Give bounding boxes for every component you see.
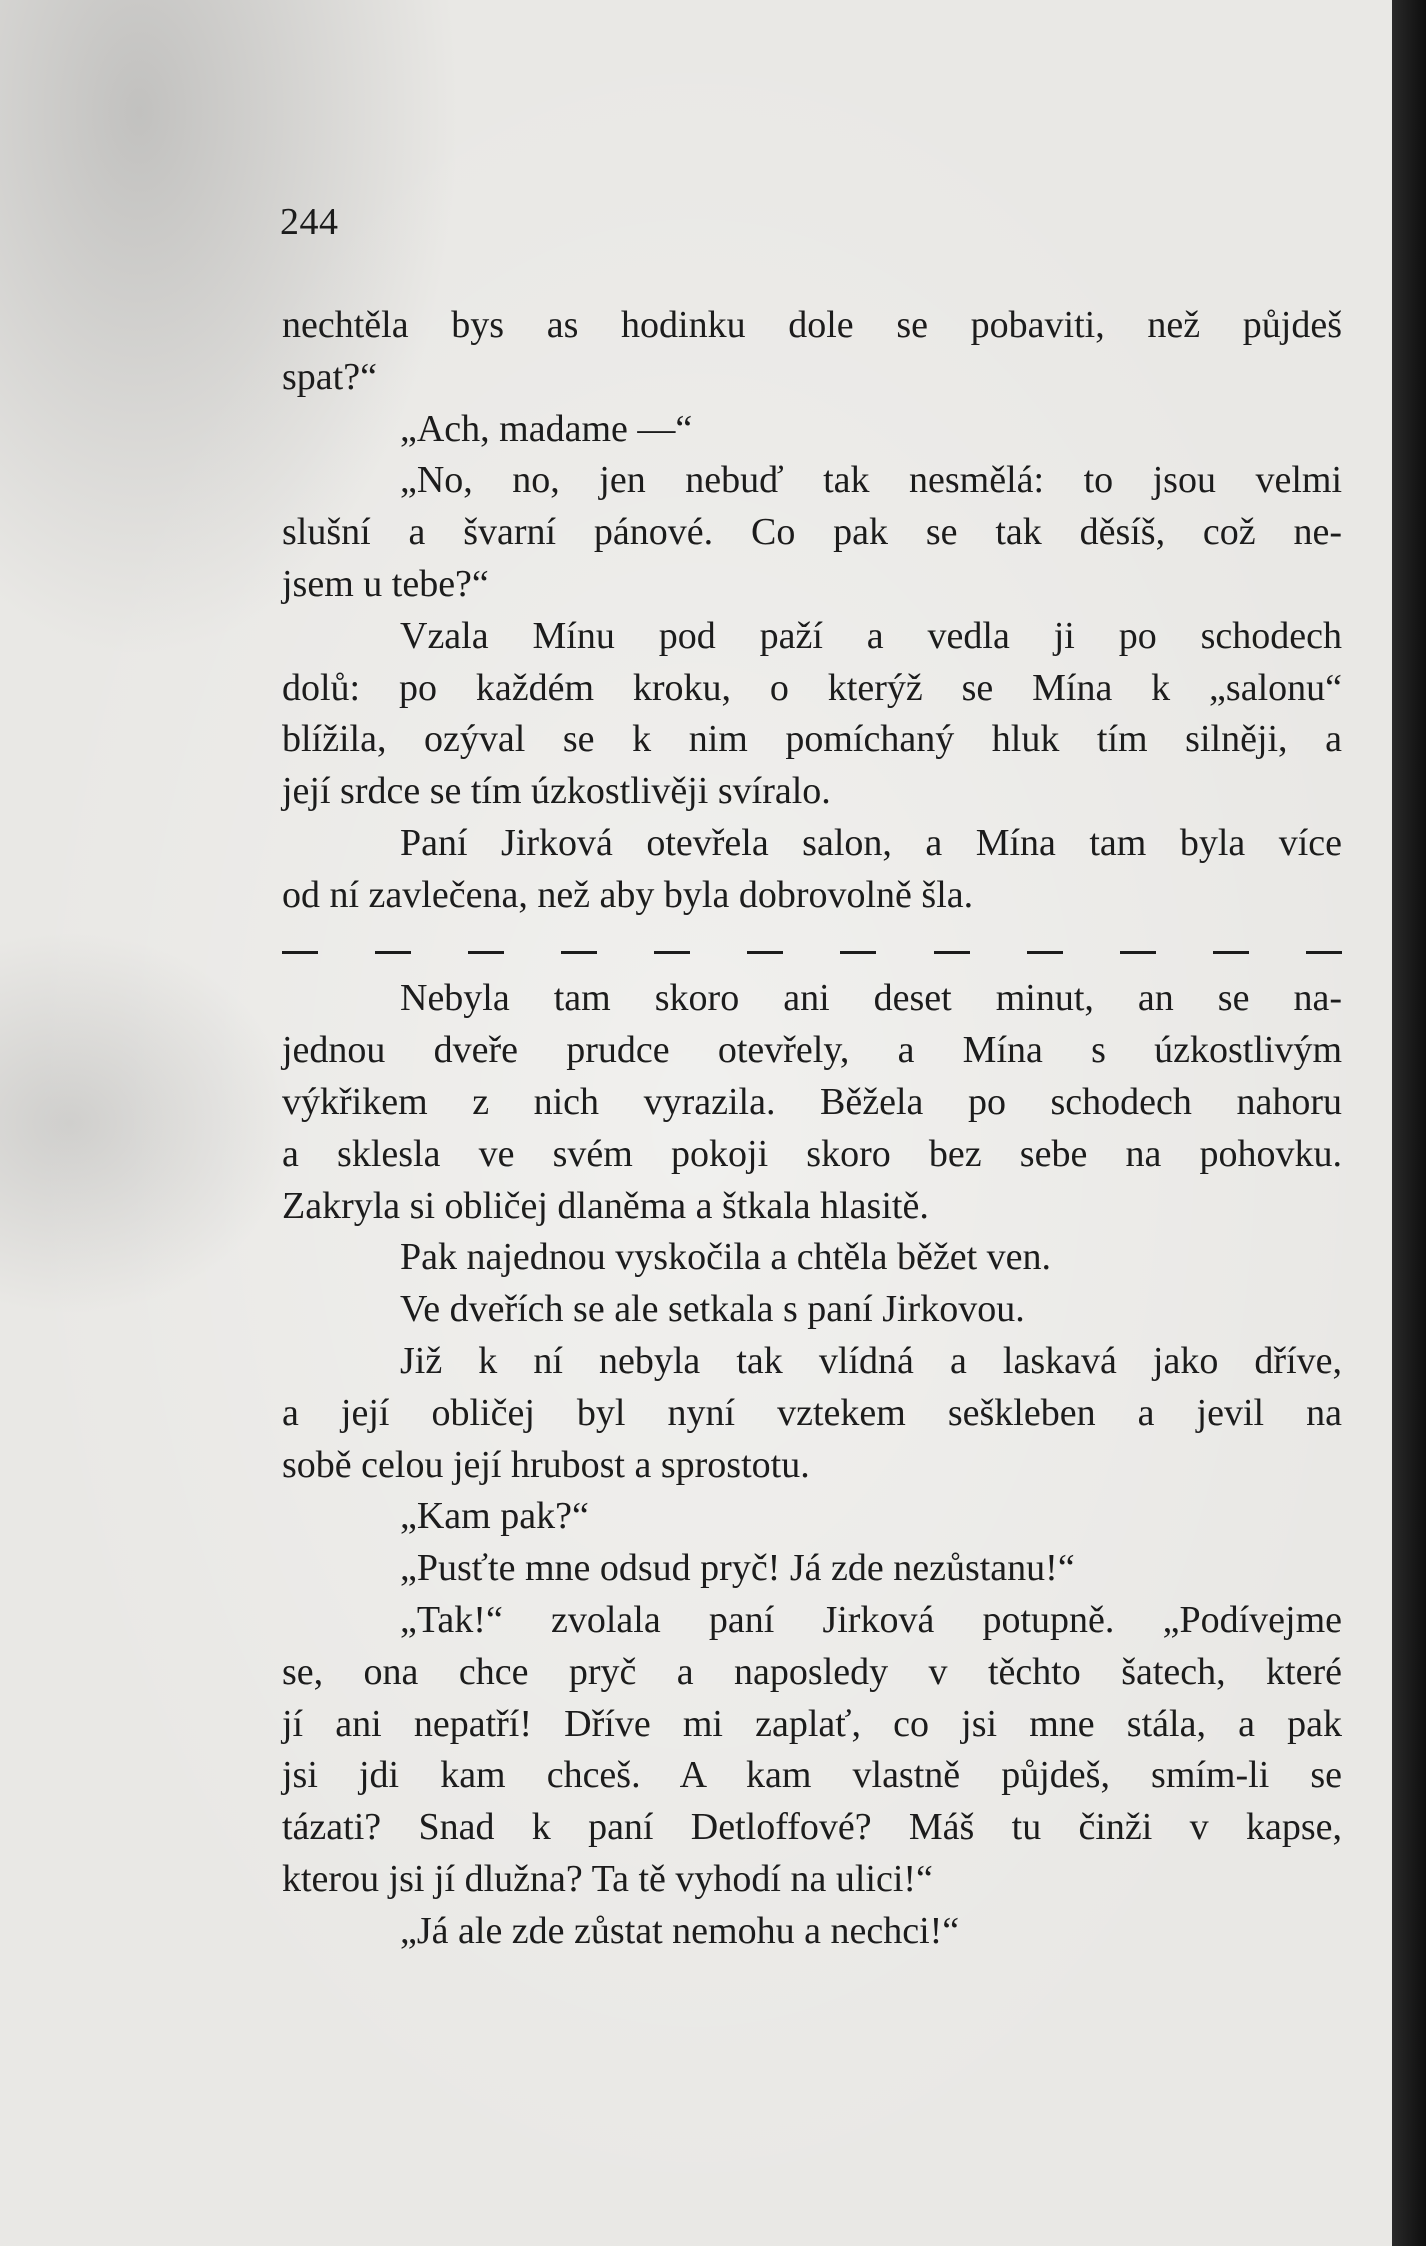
text-line: kterou jsi jí dlužna? Ta tě vyhodí na ulici!“ (282, 1857, 933, 1900)
text-line: „Já ale zde zůstat nemohu a nechci!“ (400, 1909, 960, 1952)
text-line: „Ach, madame —“ (400, 407, 693, 450)
dash-mark (1120, 951, 1156, 954)
dash-mark (934, 951, 970, 954)
text-line: „Kam pak?“ (400, 1495, 589, 1538)
text-line: jí ani nepatří! Dříve mi zaplať, co jsi mne stála, a pak (282, 1702, 1342, 1745)
text-line: slušní a švarní pánové. Co pak se tak děsíš, což ne- (282, 511, 1342, 554)
section-separator (282, 922, 1342, 974)
text-line: jsem u tebe?“ (282, 562, 489, 605)
text-line: dolů: po každém kroku, o kterýž se Mína k „salonu“ (282, 666, 1342, 709)
text-line: „No, no, jen nebuď tak nesmělá: to jsou velmi (400, 459, 1342, 502)
text-line: a její obličej byl nyní vztekem seškleben a jevil na (282, 1391, 1342, 1434)
dash-mark (561, 951, 597, 954)
text-line: její srdce se tím úzkostlivěji svíralo. (282, 770, 831, 813)
text-line: „Tak!“ zvolala paní Jirková potupně. „Podívejme (400, 1598, 1342, 1641)
dash-mark (282, 951, 318, 954)
text-line: „Pusťte mne odsud pryč! Já zde nezůstanu!“ (400, 1547, 1075, 1590)
dash-mark (375, 951, 411, 954)
dash-mark (654, 951, 690, 954)
dash-mark (468, 951, 504, 954)
dash-mark (1306, 951, 1342, 954)
text-line: se, ona chce pryč a naposledy v těchto šatech, které (282, 1650, 1342, 1693)
text-line: jsi jdi kam chceš. A kam vlastně půjdeš, smím-li se (282, 1754, 1342, 1797)
text-line: Pak najednou vyskočila a chtěla běžet ven. (400, 1236, 1052, 1279)
page-number: 244 (280, 201, 339, 243)
text-line: Paní Jirková otevřela salon, a Mína tam byla více (400, 821, 1342, 864)
dash-mark (747, 951, 783, 954)
text-line: Nebyla tam skoro ani deset minut, an se na- (400, 977, 1342, 1020)
text-line: Ve dveřích se ale setkala s paní Jirkovou. (400, 1288, 1025, 1331)
text-line: Již k ní nebyla tak vlídná a laskavá jako dříve, (400, 1339, 1342, 1382)
text-line: Vzala Mínu pod paží a vedla ji po schodech (400, 614, 1342, 657)
text-line: a sklesla ve svém pokoji skoro bez sebe na pohovku. (282, 1132, 1342, 1175)
page-edge-shadow (1392, 0, 1426, 2246)
text-line: sobě celou její hrubost a sprostotu. (282, 1443, 810, 1486)
text-line: jednou dveře prudce otevřely, a Mína s úzkostlivým (282, 1029, 1342, 1072)
text-line: spat?“ (282, 355, 377, 398)
dash-mark (1213, 951, 1249, 954)
text-line: blížila, ozýval se k nim pomíchaný hluk tím silněji, a (282, 718, 1342, 761)
text-line: Zakryla si obličej dlaněma a štkala hlasitě. (282, 1184, 929, 1227)
text-line: výkřikem z nich vyrazila. Běžela po schodech nahoru (282, 1080, 1342, 1123)
text-line: tázati? Snad k paní Detloffové? Máš tu činži v kapse, (282, 1806, 1342, 1849)
dash-mark (840, 951, 876, 954)
dash-mark (1027, 951, 1063, 954)
text-line: od ní zavlečena, než aby byla dobrovolně šla. (282, 873, 974, 916)
body-text (282, 300, 1342, 1958)
text-line: nechtěla bys as hodinku dole se pobaviti, než půjdeš (282, 304, 1342, 346)
